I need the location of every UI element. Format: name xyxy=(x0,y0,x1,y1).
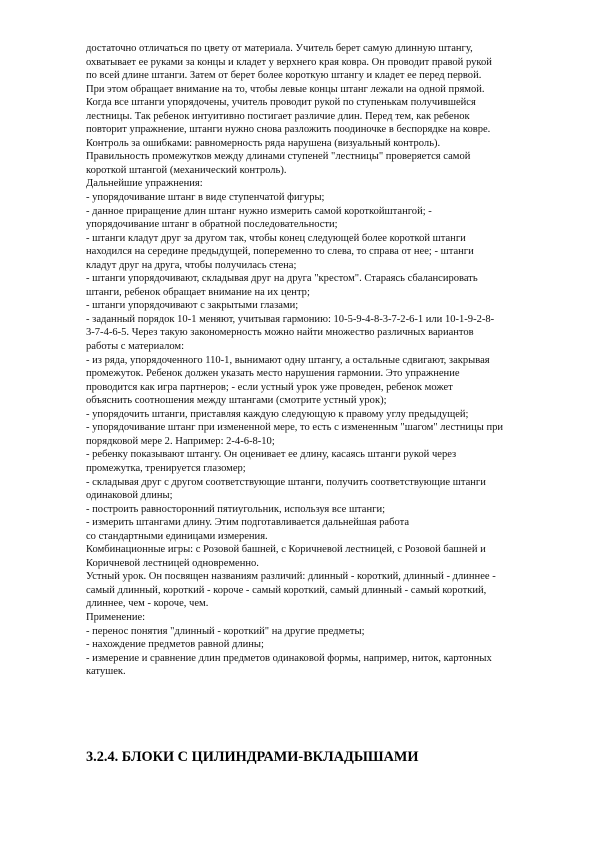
text-line: - упорядочить штанги, приставляя каждую следующую к правому углу предыдущей; xyxy=(86,408,469,420)
text-line: Устный урок. Он посвящен названиям различий: длинный - короткий, длинный - длиннее - xyxy=(86,571,496,583)
text-line: промежуток. Ребенок должен указать место нарушения гармонии. Это упражнение xyxy=(86,368,460,380)
text-line: - штанги упорядочивают, складывая друг на друга "крестом". Стараясь сбалансировать xyxy=(86,273,478,285)
text-line: находился на середине предыдущей, попеременно то слева, то справа от нее; - штанги xyxy=(86,246,474,258)
text-line: достаточно отличаться по цвету от материала. Учитель берет самую длинную штангу, xyxy=(86,43,473,54)
text-line: промежутка, тренируется глазомер; xyxy=(86,462,246,474)
text-line: по всей длине штанги. Затем от берет более короткую штангу и кладет ее перед первой. xyxy=(86,70,482,82)
text-line: упорядочивание штанг в обратной последовательности; xyxy=(86,219,338,231)
text-line: короткой штангой (механический контроль). xyxy=(86,164,287,176)
text-line: - измерение и сравнение длин предметов одинаковой формы, например, ниток, картонных xyxy=(86,652,492,664)
body-text xyxy=(86,42,551,679)
text-line: кладут друг на друга, чтобы получилась стена; xyxy=(86,259,297,271)
text-line: - измерить штангами длину. Этим подготавливается дальнейшая работа xyxy=(86,517,410,529)
text-line: катушек. xyxy=(86,666,126,678)
text-line: штанги, ребенок обращает внимание на их центр; xyxy=(86,286,310,298)
text-line: Дальнейшие упражнения: xyxy=(86,178,203,190)
text-line: длиннее, чем - короче, чем. xyxy=(86,598,209,610)
text-line: повторит упражнение, штанги нужно снова разложить поодиночке в беспорядке на ковре. xyxy=(86,124,491,136)
text-line: - перенос понятия "длинный - короткий" на другие предметы; xyxy=(86,625,365,637)
text-line: Применение: xyxy=(86,611,146,623)
text-line: - штанги упорядочивают с закрытыми глазами; xyxy=(86,300,299,312)
text-line: порядковой мере 2. Например: 2-4-6-8-10; xyxy=(86,435,275,447)
text-line: проводится как игра партнеров; - если устный урок уже проведен, ребенок может xyxy=(86,381,453,393)
text-line: Контроль за ошибками: равномерность ряда нарушена (визуальный контроль). xyxy=(86,137,441,149)
text-line: лестницы. Так ребенок интуитивно постигает различие длин. Перед тем, как ребенок xyxy=(86,110,470,122)
text-line: 3-7-4-6-5. Через такую закономерность можно найти множество различных вариантов xyxy=(86,327,474,339)
text-line: самый длинный, короткий - короче - самый короткий, самый длинный - самый короткий, xyxy=(86,584,487,596)
text-line: Коричневой лестницей одновременно. xyxy=(86,557,259,569)
text-line: - ребенку показывают штангу. Он оценивает ее длину, касаясь штанги рукой через xyxy=(86,449,457,461)
text-line: Комбинационные игры: с Розовой башней, с Коричневой лестницей, с Розовой башней и xyxy=(86,544,486,556)
text-line: Когда все штанги упорядочены, учитель проводит рукой по ступенькам получившейся xyxy=(86,97,476,109)
text-line: со стандартными единицами измерения. xyxy=(86,530,268,542)
text-line: Правильность промежутков между длинами ступеней "лестницы" проверяется самой xyxy=(86,151,471,163)
section-heading: 3.2.4. БЛОКИ С ЦИЛИНДРАМИ-ВКЛАДЫШАМИ xyxy=(86,749,419,765)
text-line: - складывая друг с другом соответствующие штанги, получить соответствующие штанги xyxy=(86,476,486,488)
text-line: охватывает ее руками за концы и кладет у верхнего края ковра. Он проводит правой рукой xyxy=(86,56,492,68)
text-line: работы с материалом: xyxy=(86,341,185,353)
text-line: При этом обращает внимание на то, чтобы левые концы штанг лежали на одной прямой. xyxy=(86,83,485,95)
text-line: - из ряда, упорядоченного 110-1, вынимают одну штангу, а остальные сдвигают, закрывая xyxy=(86,354,490,366)
text-line: одинаковой длины; xyxy=(86,490,173,502)
text-line: - данное приращение длин штанг нужно измерить самой короткойштангой; - xyxy=(86,205,432,217)
text-line: - нахождение предметов равной длины; xyxy=(86,639,264,651)
text-line: - штанги кладут друг за другом так, чтобы конец следующей более короткой штанги xyxy=(86,232,466,244)
text-line: - построить равносторонний пятиугольник, используя все штанги; xyxy=(86,503,386,515)
text-line: - упорядочивание штанг в виде ступенчатой фигуры; xyxy=(86,192,325,204)
text-line: - упорядочивание штанг при измененной мере, то есть с измененным "шагом" лестницы при xyxy=(86,422,504,434)
text-line: объяснить соотношения между штангами (смотрите устный урок); xyxy=(86,395,387,407)
text-line: - заданный порядок 10-1 меняют, учитывая гармонию: 10-5-9-4-8-3-7-2-6-1 или 10-1-9-2-8- xyxy=(86,313,495,325)
